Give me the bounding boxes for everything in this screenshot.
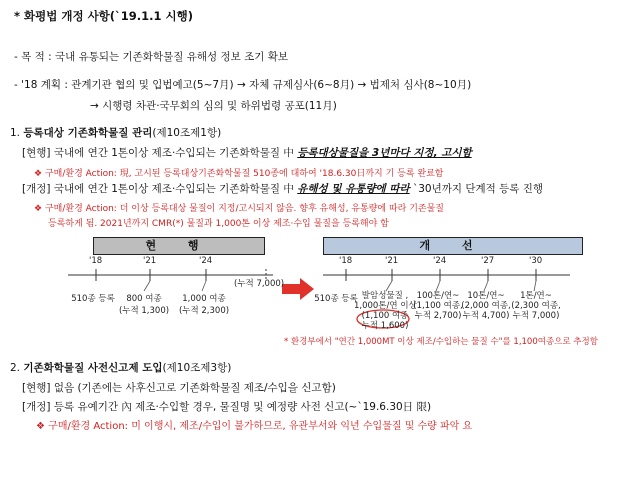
section1-number: 1. xyxy=(10,127,24,139)
milestone-label: 발암성물질 , 1,000톤/연 이상 (1,100 여종 누적 1,600) xyxy=(354,291,417,331)
purpose-text: : 국내 유통되는 기존화학물질 유해성 정보 조기 확보 xyxy=(48,51,289,63)
diamond-bullet-icon: ❖ xyxy=(34,169,43,179)
section1-heading xyxy=(10,125,221,140)
section2-current: [현행] 없음 (기존에는 사후신고로 기존화학물질 제조/수입을 신고함) xyxy=(22,382,336,394)
timeline-current-header: 현 행 xyxy=(93,237,265,255)
year-label: '21 xyxy=(385,256,399,266)
timeline-revised-header: 개 선 xyxy=(323,237,583,255)
milestone-label: (누적 7,000) xyxy=(234,279,285,289)
milestone-label: 1,000 여종 (누적 2,300) xyxy=(178,294,230,316)
section2-title: 기존화학물질 사전신고제 도입 xyxy=(23,362,163,374)
timeline-footnote: * 환경부에서 "연간 1,000MT 이상 제조/수입하는 물질 수"를 1,100여종으로 추정함 xyxy=(284,337,598,347)
milestone-label: 10톤/연~ (2,000 여종, 누적 4,700) xyxy=(461,291,511,321)
year-label: '24 xyxy=(199,256,213,266)
registration-timeline xyxy=(68,237,570,335)
red-arrow-icon xyxy=(282,278,314,300)
year-label: '21 xyxy=(143,256,157,266)
page-title: * 화평법 개정 사항(`19.1.1 시행) xyxy=(14,9,194,23)
section1-revised-text: [개정] 국내에 연간 1톤이상 제조·수입되는 기존화학물질 中 xyxy=(22,183,298,195)
year-label: '24 xyxy=(433,256,447,266)
section1-current-action xyxy=(34,166,444,179)
diamond-bullet-icon: ❖ xyxy=(34,204,43,214)
section1-current-action-text: 구매/환경 Action: 現, 고시된 등록대상기존화학물질 510종에 대하여 '18.6.30日까지 기 등록 완료함 xyxy=(44,169,444,179)
section2-number: 2. xyxy=(10,362,24,374)
milestone-label: 1톤/연~ (2,300 여종, 누적 7,000) xyxy=(511,291,561,321)
milestone-label: 510종 등록 xyxy=(71,294,115,304)
section2-action xyxy=(36,417,472,432)
year-label: '27 xyxy=(481,256,495,266)
section1-current-text: [현행] 국내에 연간 1톤이상 제조·수입되는 기존화학물질 中 xyxy=(22,147,298,159)
milestone-label: 800 여종 (누적 1,300) xyxy=(118,294,170,316)
section1-revised-action xyxy=(34,201,444,214)
section2-revised: [개정] 등록 유예기간 內 제조·수입할 경우, 물질명 및 예정량 사전 신고(~`19.6.30日 限) xyxy=(22,401,432,413)
section1-revised xyxy=(22,181,543,196)
milestone-label: 100톤/연~ (1,100 여종, 누적 2,700) xyxy=(413,291,463,321)
milestone-label: 510종 등록 xyxy=(314,294,358,304)
year-label: '18 xyxy=(89,256,103,266)
section2-article: (제10조제3항) xyxy=(162,362,232,374)
plan-line-2: → 시행령 차관·국무회의 심의 및 하위법령 공포(11月) xyxy=(90,100,337,112)
year-label: '30 xyxy=(529,256,543,266)
diamond-bullet-icon: ❖ xyxy=(36,421,45,432)
section1-revised-action-2: 등록하게 됨. 2021년까지 CMR(*) 물질과 1,000톤 이상 제조·수입 물질을 등록해야 함 xyxy=(48,219,389,229)
section1-article: (제10조제1항) xyxy=(152,127,222,139)
plan-line xyxy=(14,77,471,92)
purpose-line xyxy=(14,49,288,64)
section1-revised-emphasis: 유해성 및 유통량에 따라 xyxy=(297,183,410,195)
section1-revised-action-text-1: 구매/환경 Action: 더 이상 등록대상 물질이 지정/고시되지 않음. 향후 유해성, 유통량에 따라 기존물질 xyxy=(44,204,444,214)
plan-text: : 관계기관 협의 및 입법예고(5~7月) → 자체 규제심사(6~8月) → 법제처 심사(8~10月) xyxy=(64,79,472,91)
year-label: '18 xyxy=(339,256,353,266)
section1-current-emphasis: 등록대상물질을 3년마다 지정, 고시함 xyxy=(297,147,472,159)
section1-revised-tail: `30년까지 단계적 등록 진행 xyxy=(409,183,544,195)
section2-heading xyxy=(10,360,231,375)
section2-action-text: 구매/환경 Action: 미 이행시, 제조/수입이 불가하므로, 유관부서와 익년 수입물질 및 수량 파악 요 xyxy=(48,421,473,432)
section1-title: 등록대상 기존화학물질 관리 xyxy=(23,127,153,139)
purpose-label: - 목 적 xyxy=(14,51,45,63)
section1-current xyxy=(22,145,472,160)
plan-label: - '18 계획 xyxy=(14,79,61,91)
